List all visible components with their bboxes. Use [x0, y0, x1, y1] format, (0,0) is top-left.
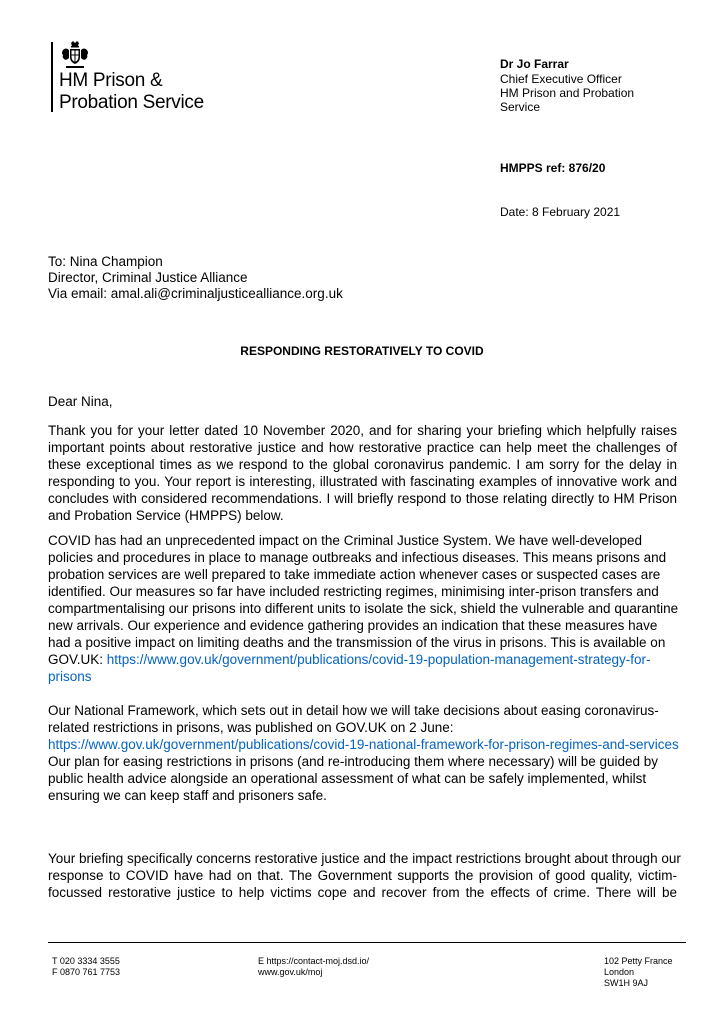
para2-line: probation services are well prepared to take immediate action whenever cases or suspected cases are: [48, 567, 661, 582]
sender-org-line2: Service: [500, 100, 541, 114]
national-framework-link[interactable]: https://www.gov.uk/government/publications/covid-19-national-framework-for-prison-regimes-and-services: [48, 737, 679, 752]
footer-address-line1: 102 Petty France: [604, 956, 673, 966]
footer-address-line3: SW1H 9AJ: [604, 978, 649, 988]
letter-date: Date: 8 February 2021: [500, 205, 621, 219]
para1-line: and Probation Service (HMPPS) below.: [48, 508, 284, 523]
para2-line: identified. Our measures so far have included restricting regimes, minimising inter-prison transfers and: [48, 584, 659, 599]
para3-line: ensuring we can keep staff and prisoners safe.: [48, 788, 327, 803]
para2-link-prefix: GOV.UK:: [48, 652, 107, 667]
para2-link-line: [48, 651, 677, 668]
para2-line: new arrivals. Our experience and evidence gathering provides an indication that these measures have: [48, 618, 658, 633]
footer-website[interactable]: www.gov.uk/moj: [258, 967, 323, 977]
para1-line: concludes with considered recommendations. I will briefly respond to those relating directly to HM Prison: [48, 491, 677, 506]
salutation: Dear Nina,: [48, 394, 113, 409]
footer-fax: F 0870 761 7753: [52, 967, 121, 977]
para3-line: public health advice alongside an operational assessment of what can be safely implemented, whilst: [48, 771, 647, 786]
para1-line: these exceptional times as we respond to the global coronavirus pandemic. I am sorry for the delay in: [48, 457, 677, 472]
org-name-line1: HM Prison &: [59, 70, 163, 91]
para2-line: had a positive impact on limiting deaths and the transmission of the virus in prisons. This is available on: [48, 635, 666, 650]
org-name-line2: Probation Service: [59, 92, 204, 113]
recipient-email: Via email: amal.ali@criminaljusticealliance.org.uk: [48, 286, 343, 301]
footer-divider: [48, 942, 686, 943]
para4-line: response to COVID have had on that. The Government supports the provision of good quality, victim-: [48, 868, 677, 883]
sender-name: Dr Jo Farrar: [500, 57, 569, 71]
para2-line: compartmentalising our prisons into different units to isolate the sick, shield the vulnerable and quarantine: [48, 601, 679, 616]
para1-line: Thank you for your letter dated 10 November 2020, and for sharing your briefing which helpfully raises: [48, 423, 677, 438]
sender-org-line1: HM Prison and Probation: [500, 86, 635, 100]
para3-line: Our National Framework, which sets out in detail how we will take decisions about easing coronavirus-: [48, 703, 659, 718]
para1-line: responding to you. Your report is interesting, illustrated with fascinating examples of innovative work and: [48, 474, 677, 489]
footer-address-line2: London: [604, 967, 635, 977]
footer-email[interactable]: E https://contact-moj.dsd.io/: [258, 956, 370, 966]
reference: HMPPS ref: 876/20: [500, 161, 606, 175]
para2-line: COVID has had an unprecedented impact on the Criminal Justice System. We have well-developed: [48, 533, 643, 548]
recipient-role: Director, Criminal Justice Alliance: [48, 270, 248, 285]
letter-subject: RESPONDING RESTORATIVELY TO COVID: [240, 344, 484, 358]
recipient-to: To: Nina Champion: [48, 254, 163, 269]
para1-line: important points about restorative justice and how restorative practice can help meet the challenges of: [48, 440, 677, 455]
population-strategy-link-cont[interactable]: prisons: [48, 669, 92, 684]
para3-line: related restrictions in prisons, was published on GOV.UK on 2 June:: [48, 720, 454, 735]
sender-title: Chief Executive Officer: [500, 72, 622, 86]
logo-divider: [51, 42, 53, 112]
population-strategy-link[interactable]: https://www.gov.uk/government/publications/covid-19-population-management-strategy-for-: [106, 652, 651, 667]
para2-line: policies and procedures in place to manage outbreaks and infectious diseases. This means prisons and: [48, 550, 667, 565]
para4-line: focussed restorative justice to help victims cope and recover from the effects of crime. There will be: [48, 885, 677, 900]
footer-phone: T 020 3334 3555: [52, 956, 120, 966]
para4-line: Your briefing specifically concerns restorative justice and the impact restrictions brought about through our: [48, 851, 681, 866]
para3-line: Our plan for easing restrictions in prisons (and re-introducing them where necessary) will be guided by: [48, 754, 659, 769]
royal-crest-icon: [60, 40, 90, 70]
